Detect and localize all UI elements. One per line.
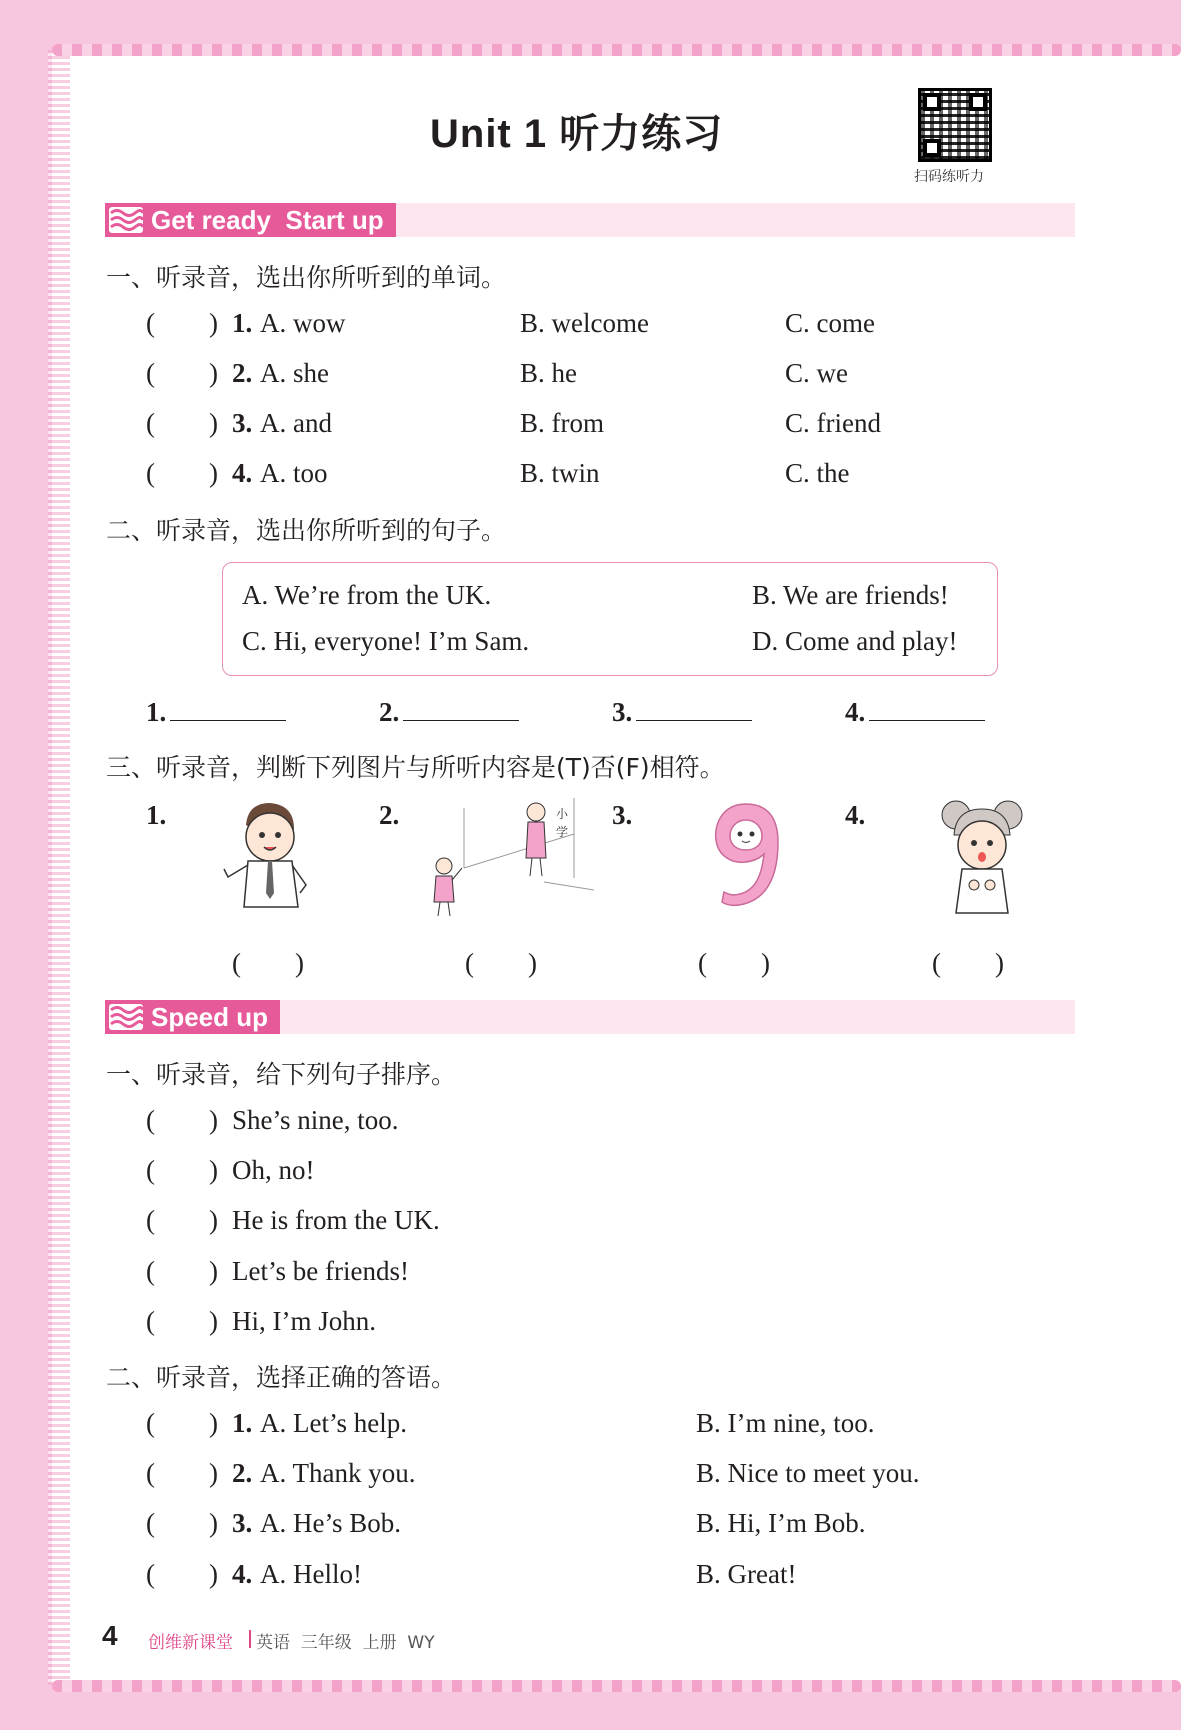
blank-1[interactable] xyxy=(146,697,286,728)
section-tag-label: Get ready Start up xyxy=(151,205,384,235)
blank-number: 1. xyxy=(146,697,167,727)
order-paren[interactable]: ( ) xyxy=(146,1155,218,1185)
order-sentence: Let’s be friends! xyxy=(232,1256,409,1286)
page-number: 4 xyxy=(102,1620,118,1651)
part-heading: 一、听录音，选出你所听到的单词。 xyxy=(106,263,507,292)
answer-paren[interactable]: ( ) xyxy=(146,1408,218,1438)
girl-with-buns-picture xyxy=(932,795,1032,920)
option-c: C. the xyxy=(785,458,850,488)
option-a: A. and xyxy=(260,408,332,438)
answer-paren[interactable]: ( ) xyxy=(146,1559,218,1589)
order-sentence: Hi, I’m John. xyxy=(232,1306,376,1336)
item-number: 3. xyxy=(232,1508,253,1538)
order-sentence: He is from the UK. xyxy=(232,1205,440,1235)
girl-pointing-school-picture xyxy=(424,798,594,923)
boy-waving-picture xyxy=(218,795,318,915)
answer-paren[interactable]: ( ) xyxy=(146,358,218,388)
option-b: B. welcome xyxy=(520,308,649,338)
sentence-option: D. Come and play! xyxy=(752,626,958,656)
wave-icon xyxy=(109,1004,143,1030)
part-heading: 二、听录音，选择正确的答语。 xyxy=(106,1363,457,1392)
part-heading: 三、听录音，判断下列图片与所听内容是(T)否(F)相符。 xyxy=(106,753,725,782)
option-c: C. come xyxy=(785,308,875,338)
sentence-option: C. Hi, everyone! I’m Sam. xyxy=(242,626,530,656)
tf-answer-paren[interactable]: ( ) xyxy=(698,948,770,978)
option-b: B. Hi, I’m Bob. xyxy=(696,1508,866,1538)
picture-number: 3. xyxy=(612,800,633,830)
number-nine-picture xyxy=(706,798,786,908)
item-number: 2. xyxy=(232,358,253,388)
order-paren[interactable]: ( ) xyxy=(146,1256,218,1286)
option-b: B. Nice to meet you. xyxy=(696,1458,920,1488)
answer-paren[interactable]: ( ) xyxy=(146,1458,218,1488)
order-sentence: She’s nine, too. xyxy=(232,1105,399,1135)
option-b: B. from xyxy=(520,408,604,438)
option-a: A. too xyxy=(260,458,328,488)
blank-number: 2. xyxy=(379,697,400,727)
item-number: 4. xyxy=(232,458,253,488)
sentence-option: A. We’re from the UK. xyxy=(242,580,492,610)
option-b: B. twin xyxy=(520,458,600,488)
answer-paren[interactable]: ( ) xyxy=(146,458,218,488)
answer-paren[interactable]: ( ) xyxy=(146,308,218,338)
order-paren[interactable]: ( ) xyxy=(146,1105,218,1135)
section-bar-get-ready xyxy=(105,203,1075,237)
picture-number: 4. xyxy=(845,800,866,830)
option-a: A. Let’s help. xyxy=(260,1408,407,1438)
section-tag xyxy=(105,203,396,237)
section-bar-speed-up xyxy=(105,1000,1075,1034)
blank-4[interactable] xyxy=(845,697,985,728)
tf-answer-paren[interactable]: ( ) xyxy=(932,948,1004,978)
page-border-bottom xyxy=(52,1680,1181,1692)
page-border-top xyxy=(52,44,1181,56)
item-number: 1. xyxy=(232,1408,253,1438)
page-border-left xyxy=(48,50,70,1685)
section-tag-label: Speed up xyxy=(151,1002,269,1032)
part-heading: 二、听录音，选出你所听到的句子。 xyxy=(106,516,507,545)
order-sentence: Oh, no! xyxy=(232,1155,315,1185)
page-title: Unit 1 听力练习 xyxy=(430,112,724,156)
blank-number: 3. xyxy=(612,697,633,727)
school-sign: 学 xyxy=(556,825,569,839)
item-number: 2. xyxy=(232,1458,253,1488)
picture-number: 1. xyxy=(146,800,167,830)
sentence-option: B. We are friends! xyxy=(752,580,949,610)
option-a: A. He’s Bob. xyxy=(260,1508,401,1538)
footer-divider xyxy=(249,1630,251,1648)
order-paren[interactable]: ( ) xyxy=(146,1306,218,1336)
qr-code-icon[interactable] xyxy=(918,88,992,162)
option-c: C. we xyxy=(785,358,848,388)
school-sign: 小 xyxy=(556,807,569,821)
blank-2[interactable] xyxy=(379,697,519,728)
blank-3[interactable] xyxy=(612,697,752,728)
wave-icon xyxy=(109,207,143,233)
part-heading: 一、听录音，给下列句子排序。 xyxy=(106,1060,457,1089)
option-b: B. I’m nine, too. xyxy=(696,1408,875,1438)
option-a: A. she xyxy=(260,358,329,388)
option-a: A. wow xyxy=(260,308,346,338)
item-number: 1. xyxy=(232,308,253,338)
option-b: B. Great! xyxy=(696,1559,797,1589)
item-number: 4. xyxy=(232,1559,253,1589)
option-a: A. Thank you. xyxy=(260,1458,416,1488)
answer-paren[interactable]: ( ) xyxy=(146,1508,218,1538)
blank-number: 4. xyxy=(845,697,866,727)
tf-answer-paren[interactable]: ( ) xyxy=(232,948,304,978)
footer-meta: 英语 三年级 上册 WY xyxy=(256,1633,435,1653)
footer-brand: 创维新课堂 xyxy=(148,1633,233,1653)
order-paren[interactable]: ( ) xyxy=(146,1205,218,1235)
tf-answer-paren[interactable]: ( ) xyxy=(465,948,537,978)
qr-label: 扫码练听力 xyxy=(914,169,984,185)
item-number: 3. xyxy=(232,408,253,438)
picture-number: 2. xyxy=(379,800,400,830)
option-c: C. friend xyxy=(785,408,881,438)
option-b: B. he xyxy=(520,358,577,388)
answer-paren[interactable]: ( ) xyxy=(146,408,218,438)
section-tag xyxy=(105,1000,280,1034)
option-a: A. Hello! xyxy=(260,1559,362,1589)
